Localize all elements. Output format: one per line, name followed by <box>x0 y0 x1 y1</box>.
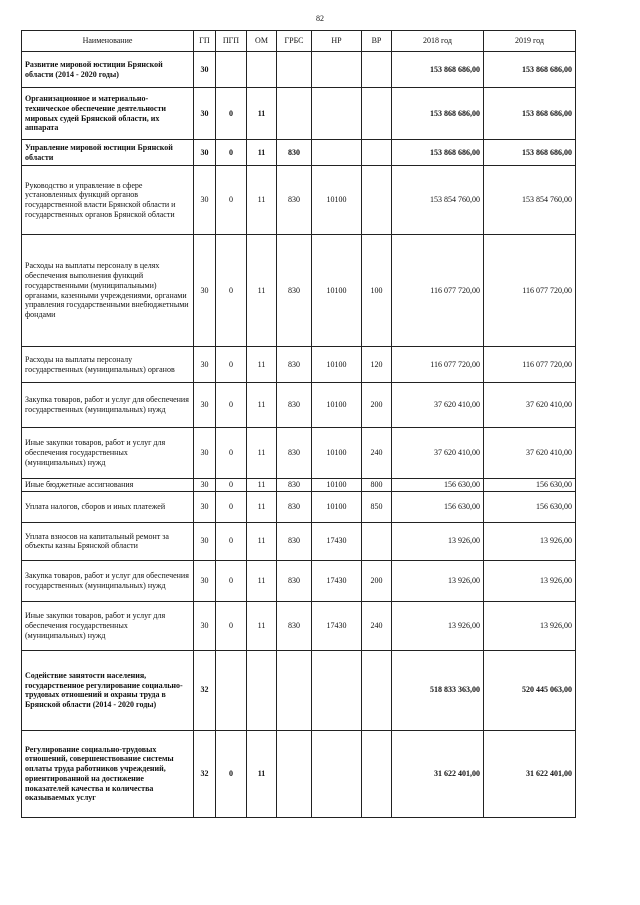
page-number: 82 <box>316 14 324 23</box>
cell-name: Расходы на выплаты персоналу в целях обеспечения выполнения функций государственными (муниципальными) органами, казенными учреждениями, органами управления государственными внебюджетными фондами <box>22 235 194 347</box>
header-cell: 2018 год <box>392 31 484 52</box>
cell-y2019: 153 868 686,00 <box>484 88 576 140</box>
cell-name: Иные бюджетные ассигнования <box>22 479 194 492</box>
header-cell: ОМ <box>247 31 277 52</box>
cell-nr: 10100 <box>312 428 362 479</box>
cell-grbs: 830 <box>277 479 312 492</box>
cell-name: Содействие занятости населения, государственное регулирование социально-трудовых отношений и охраны труда в Брянской области (2014 - 2020 годы) <box>22 650 194 730</box>
cell-nr: 10100 <box>312 491 362 522</box>
cell-grbs: 830 <box>277 383 312 428</box>
cell-vr <box>362 730 392 817</box>
cell-pgp: 0 <box>216 166 247 235</box>
cell-gp: 30 <box>194 88 216 140</box>
cell-grbs: 830 <box>277 491 312 522</box>
header-cell: 2019 год <box>484 31 576 52</box>
cell-om: 11 <box>247 560 277 601</box>
cell-pgp: 0 <box>216 522 247 560</box>
cell-nr: 10100 <box>312 235 362 347</box>
table-row <box>22 479 576 492</box>
cell-pgp: 0 <box>216 347 247 383</box>
cell-name: Управление мировой юстиции Брянской области <box>22 140 194 166</box>
cell-name: Развитие мировой юстиции Брянской области (2014 - 2020 годы) <box>22 52 194 88</box>
cell-pgp: 0 <box>216 140 247 166</box>
cell-pgp: 0 <box>216 560 247 601</box>
table-row <box>22 383 576 428</box>
cell-vr <box>362 52 392 88</box>
cell-y2019: 156 630,00 <box>484 479 576 492</box>
cell-nr: 10100 <box>312 479 362 492</box>
cell-y2018: 153 854 760,00 <box>392 166 484 235</box>
cell-grbs: 830 <box>277 522 312 560</box>
cell-y2018: 37 620 410,00 <box>392 428 484 479</box>
cell-pgp <box>216 650 247 730</box>
cell-pgp: 0 <box>216 491 247 522</box>
cell-grbs <box>277 52 312 88</box>
cell-gp: 30 <box>194 560 216 601</box>
table-row <box>22 491 576 522</box>
cell-name: Руководство и управление в сфере установленных функций органов государственной власти Брянской области и государственных органов Брянской области <box>22 166 194 235</box>
cell-om: 11 <box>247 479 277 492</box>
cell-y2019: 31 622 401,00 <box>484 730 576 817</box>
table-row <box>22 522 576 560</box>
table-row <box>22 140 576 166</box>
cell-name: Закупка товаров, работ и услуг для обеспечения государственных (муниципальных) нужд <box>22 560 194 601</box>
table-row <box>22 88 576 140</box>
cell-gp: 30 <box>194 347 216 383</box>
table-row <box>22 730 576 817</box>
cell-nr: 17430 <box>312 522 362 560</box>
cell-grbs: 830 <box>277 560 312 601</box>
header-cell: ПГП <box>216 31 247 52</box>
cell-y2019: 153 854 760,00 <box>484 166 576 235</box>
cell-nr <box>312 88 362 140</box>
cell-grbs <box>277 88 312 140</box>
cell-grbs: 830 <box>277 140 312 166</box>
cell-y2018: 37 620 410,00 <box>392 383 484 428</box>
cell-om: 11 <box>247 166 277 235</box>
cell-y2018: 116 077 720,00 <box>392 347 484 383</box>
cell-om: 11 <box>247 428 277 479</box>
cell-gp: 32 <box>194 730 216 817</box>
cell-y2018: 153 868 686,00 <box>392 140 484 166</box>
cell-vr: 240 <box>362 601 392 650</box>
cell-vr: 240 <box>362 428 392 479</box>
cell-y2019: 153 868 686,00 <box>484 52 576 88</box>
cell-vr <box>362 650 392 730</box>
cell-name: Иные закупки товаров, работ и услуг для обеспечения государственных (муниципальных) нужд <box>22 601 194 650</box>
cell-vr: 200 <box>362 383 392 428</box>
cell-pgp: 0 <box>216 235 247 347</box>
cell-y2019: 116 077 720,00 <box>484 347 576 383</box>
cell-grbs <box>277 650 312 730</box>
cell-pgp: 0 <box>216 383 247 428</box>
header-cell: НР <box>312 31 362 52</box>
table-row <box>22 601 576 650</box>
cell-grbs: 830 <box>277 347 312 383</box>
cell-om <box>247 650 277 730</box>
table-row <box>22 166 576 235</box>
cell-vr <box>362 522 392 560</box>
cell-y2018: 116 077 720,00 <box>392 235 484 347</box>
header-cell: ГРБС <box>277 31 312 52</box>
header-row <box>22 31 576 52</box>
cell-pgp: 0 <box>216 428 247 479</box>
cell-y2018: 153 868 686,00 <box>392 88 484 140</box>
header-cell: Наименование <box>22 31 194 52</box>
cell-pgp: 0 <box>216 88 247 140</box>
cell-om: 11 <box>247 235 277 347</box>
table-row <box>22 428 576 479</box>
cell-vr: 850 <box>362 491 392 522</box>
cell-gp: 30 <box>194 235 216 347</box>
cell-vr <box>362 88 392 140</box>
cell-gp: 30 <box>194 479 216 492</box>
cell-vr <box>362 140 392 166</box>
cell-om: 11 <box>247 601 277 650</box>
cell-y2019: 13 926,00 <box>484 560 576 601</box>
cell-pgp: 0 <box>216 601 247 650</box>
cell-grbs <box>277 730 312 817</box>
cell-y2019: 37 620 410,00 <box>484 383 576 428</box>
cell-grbs: 830 <box>277 166 312 235</box>
cell-name: Закупка товаров, работ и услуг для обеспечения государственных (муниципальных) нужд <box>22 383 194 428</box>
table-row <box>22 347 576 383</box>
cell-gp: 30 <box>194 166 216 235</box>
table-row <box>22 235 576 347</box>
cell-y2019: 116 077 720,00 <box>484 235 576 347</box>
cell-grbs: 830 <box>277 601 312 650</box>
table-row <box>22 560 576 601</box>
cell-name: Регулирование социально-трудовых отношений, совершенствование системы оплаты труда работников учреждений, ориентированной на достижение показателей качества и количества оказываемых услуг <box>22 730 194 817</box>
cell-y2018: 13 926,00 <box>392 560 484 601</box>
cell-om: 11 <box>247 491 277 522</box>
cell-y2018: 156 630,00 <box>392 479 484 492</box>
cell-om: 11 <box>247 140 277 166</box>
cell-name: Расходы на выплаты персоналу государственных (муниципальных) органов <box>22 347 194 383</box>
cell-om: 11 <box>247 88 277 140</box>
cell-gp: 30 <box>194 522 216 560</box>
cell-vr: 200 <box>362 560 392 601</box>
cell-y2019: 156 630,00 <box>484 491 576 522</box>
cell-om: 11 <box>247 347 277 383</box>
header-cell: ВР <box>362 31 392 52</box>
cell-gp: 30 <box>194 52 216 88</box>
cell-nr <box>312 730 362 817</box>
cell-om: 11 <box>247 730 277 817</box>
table-row <box>22 650 576 730</box>
cell-grbs: 830 <box>277 235 312 347</box>
cell-y2019: 37 620 410,00 <box>484 428 576 479</box>
cell-nr <box>312 52 362 88</box>
cell-pgp: 0 <box>216 479 247 492</box>
cell-y2019: 153 868 686,00 <box>484 140 576 166</box>
cell-vr: 800 <box>362 479 392 492</box>
cell-y2018: 13 926,00 <box>392 601 484 650</box>
cell-y2019: 13 926,00 <box>484 522 576 560</box>
cell-vr: 100 <box>362 235 392 347</box>
cell-gp: 30 <box>194 601 216 650</box>
cell-y2018: 518 833 363,00 <box>392 650 484 730</box>
cell-y2019: 13 926,00 <box>484 601 576 650</box>
cell-y2018: 156 630,00 <box>392 491 484 522</box>
cell-nr: 17430 <box>312 560 362 601</box>
cell-pgp: 0 <box>216 730 247 817</box>
table-row <box>22 52 576 88</box>
cell-name: Иные закупки товаров, работ и услуг для обеспечения государственных (муниципальных) нужд <box>22 428 194 479</box>
cell-vr: 120 <box>362 347 392 383</box>
cell-om: 11 <box>247 522 277 560</box>
budget-table <box>21 30 576 818</box>
cell-gp: 30 <box>194 428 216 479</box>
cell-grbs: 830 <box>277 428 312 479</box>
cell-y2018: 153 868 686,00 <box>392 52 484 88</box>
cell-pgp <box>216 52 247 88</box>
cell-y2019: 520 445 063,00 <box>484 650 576 730</box>
cell-gp: 30 <box>194 140 216 166</box>
cell-nr <box>312 650 362 730</box>
cell-name: Уплата налогов, сборов и иных платежей <box>22 491 194 522</box>
cell-nr <box>312 140 362 166</box>
header-cell: ГП <box>194 31 216 52</box>
cell-nr: 10100 <box>312 347 362 383</box>
cell-nr: 10100 <box>312 383 362 428</box>
cell-vr <box>362 166 392 235</box>
cell-gp: 30 <box>194 491 216 522</box>
cell-name: Уплата взносов на капитальный ремонт за объекты казны Брянской области <box>22 522 194 560</box>
cell-gp: 30 <box>194 383 216 428</box>
cell-nr: 17430 <box>312 601 362 650</box>
cell-name: Организационное и материально-техническое обеспечение деятельности мировых судей Брянской области, их аппарата <box>22 88 194 140</box>
cell-gp: 32 <box>194 650 216 730</box>
cell-y2018: 31 622 401,00 <box>392 730 484 817</box>
cell-nr: 10100 <box>312 166 362 235</box>
cell-y2018: 13 926,00 <box>392 522 484 560</box>
cell-om <box>247 52 277 88</box>
cell-om: 11 <box>247 383 277 428</box>
